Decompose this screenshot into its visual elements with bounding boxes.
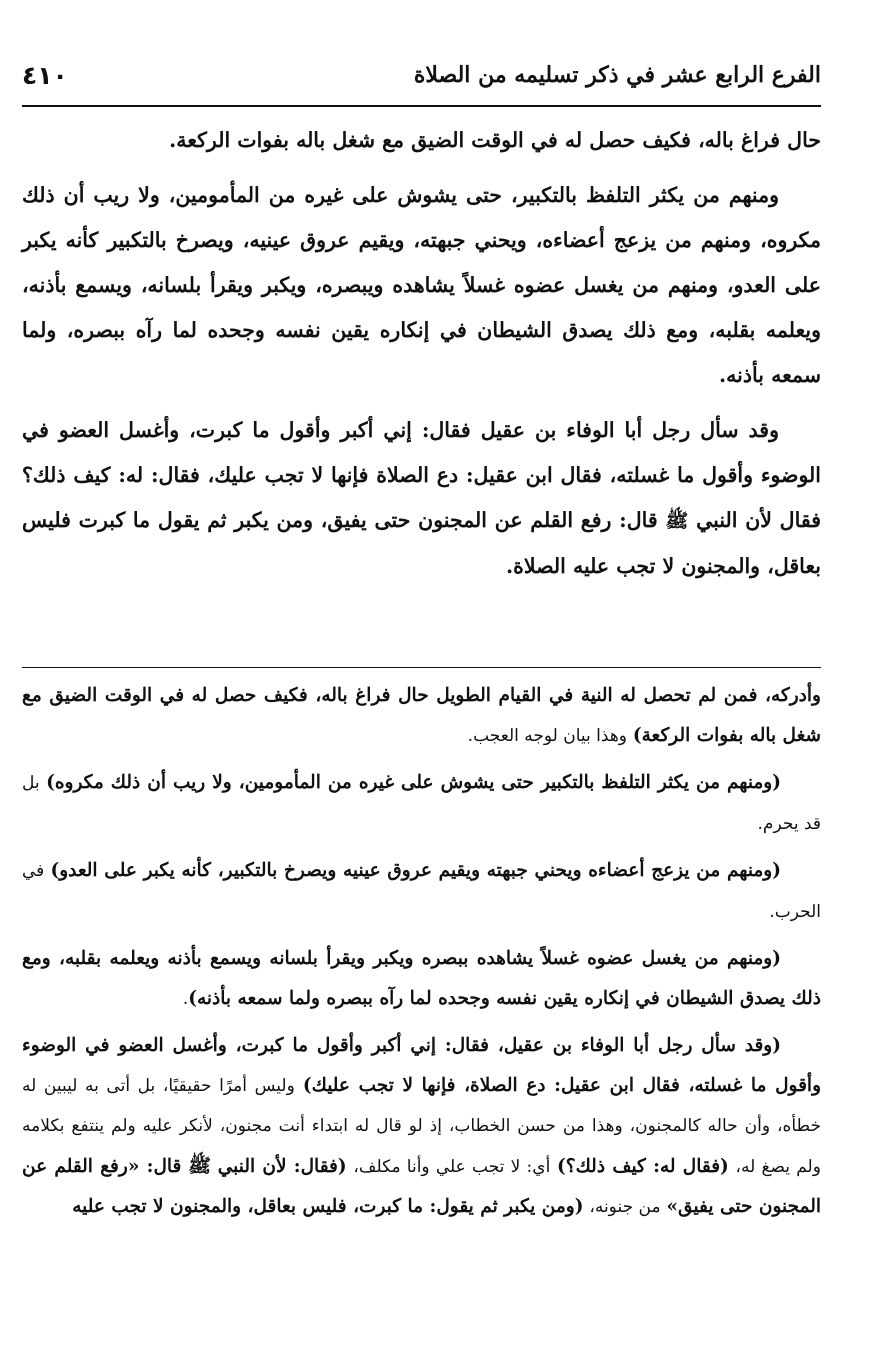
main-paragraph-3-part-a: وقد سأل رجل أبا الوفاء بن عقيل فقال: إني أكبر وأقول ما كبرت، وأغسل العضو في الوضوء وأقول ما غسلته، فقال ابن عقيل: دع الصلاة فإنها لا تجب عليك، فقال: له: كيف ذلك؟ فقال لأن النبي	[22, 418, 821, 532]
quoted-text: (ومنهم من يزعج أعضاءه ويحني جبهته ويقيم عروق عينيه ويصرخ بالتكبير، كأنه يكبر على العدو)	[50, 860, 781, 881]
page-header	[22, 58, 821, 92]
quoted-text: قال: «رفع القلم عن المجنون حتى يفيق»	[22, 1155, 821, 1217]
salawat-glyph: ﷺ	[665, 510, 689, 532]
main-text	[22, 118, 821, 599]
main-paragraph-3	[22, 408, 821, 589]
main-paragraph-3-part-b: قال: رفع القلم عن المجنون حتى يفيق، ومن يكبر ثم يقول ما كبرت فليس بعاقل، والمجنون لا تجب عليه الصلاة.	[22, 508, 821, 578]
commentary-text: وليس أمرًا حقيقيًا، بل أتى به ليبين له خطأه، وأن حاله كالمجنون، وهذا من حسن الخطاب، إذ لو قال له ابتداء أنت مجنون، لأنكر عليه ولم ينتفع بكلامه ولم يصغ له،	[22, 1075, 821, 1177]
running-title: الفرع الرابع عشر في ذكر تسليمه من الصلاة	[413, 62, 821, 88]
commentary	[22, 676, 821, 1235]
salawat-glyph: ﷺ	[188, 1154, 212, 1177]
main-paragraph-2: ومنهم من يكثر التلفظ بالتكبير، حتى يشوش على غيره من المأمومين، ولا ريب أن ذلك مكروه، ومنهم من يزعج أعضاءه، ويحني جبهته، ويقيم عروق عينيه، ويصرخ بالتكبير كأنه يكبر على العدو، ومنهم من يغسل عضوه غسلاً يشاهده ويبصره، ويكبر ويقرأ بلسانه، ويسمع بأذنه، ويعلمه بقلبه، ومع ذلك يصدق الشيطان في إنكاره يقين نفسه وجحده لما رآه ببصره، ولما سمعه بأذنه.	[22, 183, 821, 387]
commentary-paragraph-3	[22, 851, 821, 932]
quoted-text: (فقال له: كيف ذلك؟)	[557, 1155, 729, 1177]
page-number: ٤١٠	[22, 60, 68, 90]
header-rule	[22, 105, 821, 107]
commentary-text: في الحرب.	[22, 861, 821, 922]
quoted-text: (فقال: لأن النبي	[217, 1155, 347, 1177]
main-paragraph-1: حال فراغ باله، فكيف حصل له في الوقت الضيق مع شغل باله بفوات الركعة.	[169, 128, 821, 152]
quoted-text: (ومن يكبر ثم يقول: ما كبرت، فليس بعاقل، والمجنون لا تجب عليه	[72, 1196, 584, 1217]
commentary-text: بل قد يحرم.	[22, 773, 821, 834]
commentary-paragraph-5	[22, 1026, 821, 1228]
quoted-text: (ومنهم من يغسل عضوه غسلاً يشاهده ببصره ويكبر ويقرأ بلسانه ويسمع بأذنه ويعلمه بقلبه، ومع ذلك يصدق الشيطان في إنكاره يقين نفسه وجحده لما رآه ببصره ولما سمعه بأذنه)	[22, 948, 821, 1009]
commentary-text: وهذا بيان لوجه العجب.	[467, 725, 627, 746]
quoted-text: (وقد سأل رجل أبا الوفاء بن عقيل، فقال: إني أكبر وأقول ما كبرت، وأغسل العضو في الوضوء وأقول ما غسلته، فقال ابن عقيل: دع الصلاة، فإنها لا تجب عليك)	[22, 1035, 821, 1096]
commentary-rule	[22, 667, 821, 668]
commentary-text: من جنونه،	[589, 1197, 661, 1217]
commentary-text: .	[182, 988, 189, 1009]
quoted-text: وأدركه، فمن لم تحصل له النية في القيام الطويل حال فراغ باله، فكيف حصل له في الوقت الضيق مع شغل باله بفوات الركعة)	[22, 685, 821, 746]
commentary-paragraph-1	[22, 676, 821, 756]
commentary-paragraph-4	[22, 939, 821, 1019]
commentary-paragraph-2	[22, 763, 821, 844]
commentary-text: أي: لا تجب علي وأنا مكلف،	[353, 1156, 551, 1177]
quoted-text: (ومنهم من يكثر التلفظ بالتكبير حتى يشوش على غيره من المأمومين، ولا ريب أن ذلك مكروه)	[46, 772, 781, 793]
